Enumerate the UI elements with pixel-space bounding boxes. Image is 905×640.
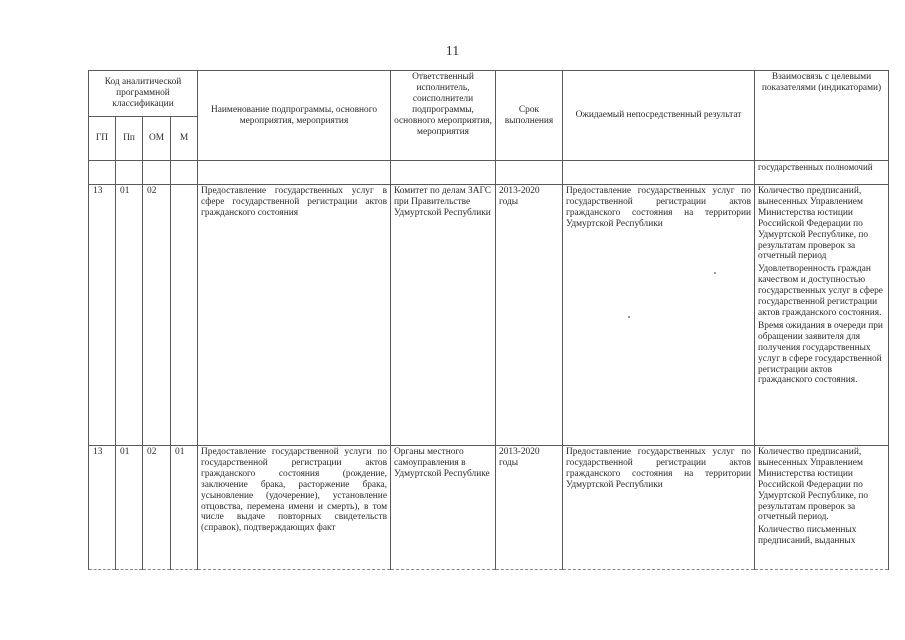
program-table — [88, 70, 889, 570]
link-indicator: Время ожидания в очереди при обращении заявителя для получения государственных услуг в сфере государственной регистрации актов гражданского состояния. — [758, 320, 883, 386]
row-term: 2013-2020 годы — [496, 446, 563, 570]
row-m — [171, 185, 198, 446]
row-om: 02 — [143, 446, 171, 570]
scan-speck — [714, 272, 716, 274]
link-indicator: Количество предписаний, вынесенных Управлением Министерства юстиции Российской Федерации по Удмуртской Республике, по результатам проверок за отчетный период — [758, 186, 869, 262]
code-col-om: ОМ — [143, 117, 171, 161]
table-row — [89, 446, 889, 570]
row-gp: 13 — [89, 185, 116, 446]
code-col-gp: ГП — [89, 117, 116, 161]
link-indicator: Количество предписаний, вынесенных Управлением Министерства юстиции Российской Федерации по Удмуртской Республике, по результатам проверок за отчетный период. — [758, 447, 869, 523]
row-links — [755, 185, 889, 446]
name-column-header: Наименование подпрограммы, основного мероприятия, мероприятия — [198, 71, 391, 161]
link-column-header: Взаимосвязь с целевыми показателями (индикаторами) — [755, 71, 889, 161]
row-om: 02 — [143, 185, 171, 446]
row-links — [755, 446, 889, 570]
code-col-pp: Пп — [116, 117, 143, 161]
page-number: 11 — [445, 44, 460, 59]
row-name: Предоставление государственной услуги по государственной регистрации актов гражданского состояния (рождение, заключение брака, расторжение брака, усыновление (удочерение), установление отцовства, перемена имени и смерть), в том числе выдаче повторных свидетельств (справок), подтверждающих факт — [198, 446, 391, 570]
row-pp: 01 — [116, 185, 143, 446]
row-term: 2013-2020 годы — [496, 185, 563, 446]
link-indicator: Удовлетворенность граждан качеством и доступностью государственных услуг в сфере государственной регистрации актов гражданского состояния. — [758, 264, 883, 318]
row-result: Предоставление государственных услуг по государственной регистрации актов гражданского состояния на территории Удмуртской Республики — [563, 446, 755, 570]
carryover-row — [89, 161, 889, 185]
row-executor: Органы местного самоуправления в Удмуртской Республике — [391, 446, 496, 570]
term-column-header: Срок выполнения — [496, 71, 563, 161]
code-col-m: М — [171, 117, 198, 161]
row-gp: 13 — [89, 446, 116, 570]
header-row — [89, 71, 889, 117]
row-pp: 01 — [116, 446, 143, 570]
link-indicator: Количество письменных предписаний, выданных — [758, 525, 857, 547]
row-name: Предоставление государственных услуг в сфере государственной регистрации актов гражданского состояния — [198, 185, 391, 446]
executor-column-header: Ответственный исполнитель, соисполнители подпрограммы, основного мероприятия, мероприятия — [391, 71, 496, 161]
scan-speck — [628, 316, 630, 318]
row-m: 01 — [171, 446, 198, 570]
row-result: Предоставление государственных услуг по государственной регистрации актов гражданского состояния на территории Удмуртской Республики — [563, 185, 755, 446]
code-group-header: Код аналитической программной классификации — [89, 71, 198, 117]
table-row — [89, 185, 889, 446]
result-column-header: Ожидаемый непосредственный результат — [563, 71, 755, 161]
row-executor: Комитет по делам ЗАГС при Правительстве Удмуртской Республики — [391, 185, 496, 446]
carryover-link-text: государственных полномочий — [755, 161, 889, 185]
